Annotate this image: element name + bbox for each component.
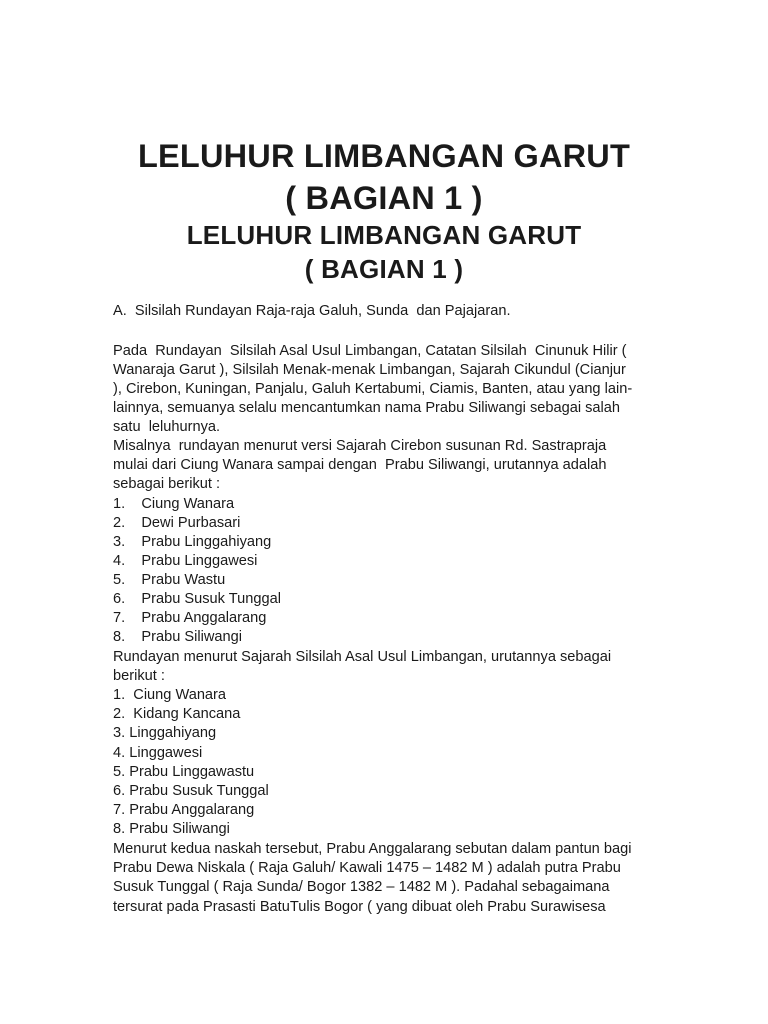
paragraph-line: Wanaraja Garut ), Silsilah Menak-menak Limbangan, Sajarah Cikundul (Cianjur — [113, 362, 626, 378]
list-item: 2. Kidang Kancana — [113, 706, 241, 722]
list-item: 3. Linggahiyang — [113, 725, 217, 741]
list-item: 2. Dewi Purbasari — [113, 515, 241, 531]
list-item: 4. Linggawesi — [113, 745, 203, 761]
paragraph-line: berikut : — [113, 668, 165, 684]
list-item: 8. Prabu Siliwangi — [113, 629, 242, 645]
section-heading: A. Silsilah Rundayan Raja-raja Galuh, Sunda dan Pajajaran. — [113, 303, 511, 319]
paragraph-line: Pada Rundayan Silsilah Asal Usul Limbangan, Catatan Silsilah Cinunuk Hilir ( — [113, 343, 627, 359]
paragraph-line: Susuk Tunggal ( Raja Sunda/ Bogor 1382 – 1482 M ). Padahal sebagaimana — [113, 879, 610, 895]
paragraph-line: sebagai berikut : — [113, 476, 221, 492]
document-title-line-2: ( BAGIAN 1 ) — [285, 180, 483, 216]
list-item: 5. Prabu Wastu — [113, 572, 226, 588]
list-item: 1. Ciung Wanara — [113, 687, 227, 703]
document-subtitle-line-1: LELUHUR LIMBANGAN GARUT — [186, 220, 582, 250]
list-item: 1. Ciung Wanara — [113, 496, 235, 512]
paragraph-line: tersurat pada Prasasti BatuTulis Bogor ( yang dibuat oleh Prabu Surawisesa — [113, 899, 606, 915]
paragraph-line: lainnya, semuanya selalu mencantumkan nama Prabu Siliwangi sebagai salah — [113, 400, 621, 416]
paragraph-line: ), Cirebon, Kuningan, Panjalu, Galuh Kertabumi, Ciamis, Banten, atau yang lain- — [113, 381, 633, 397]
paragraph-line: satu leluhurnya. — [113, 419, 221, 435]
list-item: 7. Prabu Anggalarang — [113, 610, 267, 626]
paragraph-line: Menurut kedua naskah tersebut, Prabu Anggalarang sebutan dalam pantun bagi — [113, 841, 632, 857]
list-item: 3. Prabu Linggahiyang — [113, 534, 272, 550]
paragraph-line: Prabu Dewa Niskala ( Raja Galuh/ Kawali 1475 – 1482 M ) adalah putra Prabu — [113, 860, 621, 876]
list-item: 5. Prabu Linggawastu — [113, 764, 255, 780]
paragraph-line: Rundayan menurut Sajarah Silsilah Asal Usul Limbangan, urutannya sebagai — [113, 649, 612, 665]
list-item: 6. Prabu Susuk Tunggal — [113, 591, 281, 607]
document-subtitle-line-2: ( BAGIAN 1 ) — [304, 254, 464, 284]
list-item: 4. Prabu Linggawesi — [113, 553, 258, 569]
paragraph-line: mulai dari Ciung Wanara sampai dengan Prabu Siliwangi, urutannya adalah — [113, 457, 607, 473]
list-item: 7. Prabu Anggalarang — [113, 802, 255, 818]
paragraph-line: Misalnya rundayan menurut versi Sajarah Cirebon susunan Rd. Sastrapraja — [113, 438, 607, 454]
document-title-line-1: LELUHUR LIMBANGAN GARUT — [137, 138, 631, 174]
list-item: 8. Prabu Siliwangi — [113, 821, 230, 837]
list-item: 6. Prabu Susuk Tunggal — [113, 783, 269, 799]
